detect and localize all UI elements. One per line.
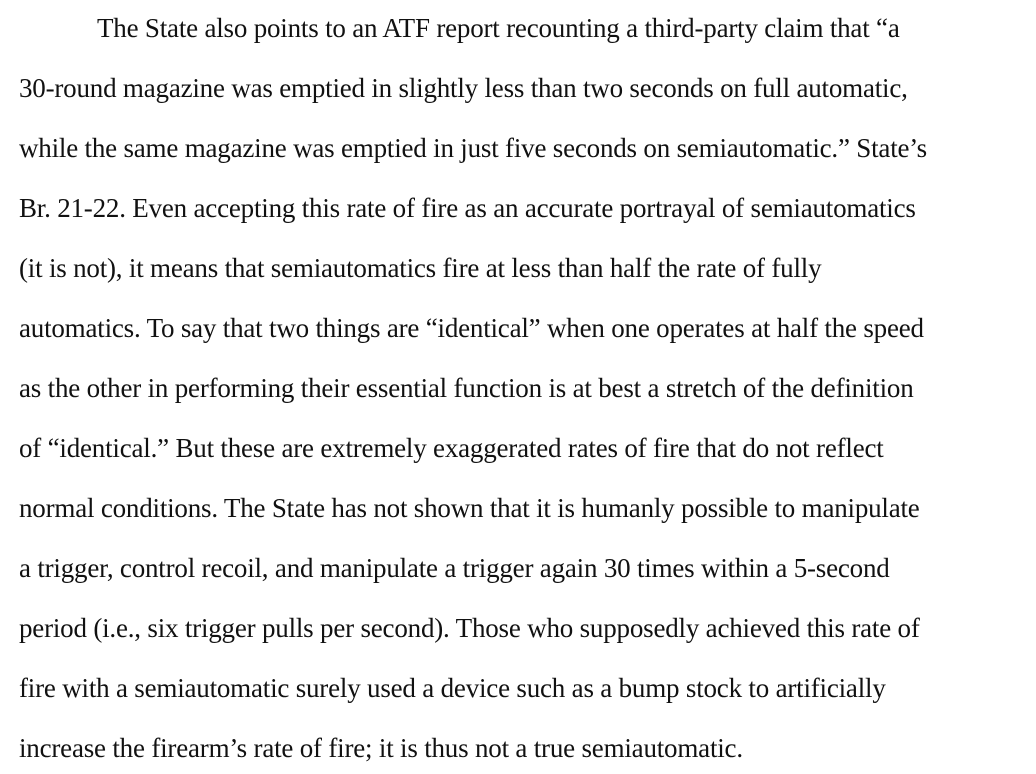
text-line: fire with a semiautomatic surely used a device such as a bump stock to artificially [19,673,886,703]
text-line: The State also points to an ATF report recounting a third-party claim that “a [97,13,900,43]
text-line: 30-round magazine was emptied in slightly less than two seconds on full automatic, [19,73,908,103]
text-line: Br. 21-22. Even accepting this rate of fire as an accurate portrayal of semiautomatics [19,193,916,223]
text-line: increase the firearm’s rate of fire; it is thus not a true semiautomatic. [19,733,743,763]
text-line: as the other in performing their essential function is at best a stretch of the definition [19,373,914,403]
text-line: a trigger, control recoil, and manipulate a trigger again 30 times within a 5-second [19,553,890,583]
text-line: while the same magazine was emptied in just five seconds on semiautomatic.” State’s [19,133,927,163]
text-line: automatics. To say that two things are “identical” when one operates at half the speed [19,313,924,343]
text-line: (it is not), it means that semiautomatics fire at less than half the rate of fully [19,253,822,283]
text-line: normal conditions. The State has not shown that it is humanly possible to manipulate [19,493,920,523]
text-line: of “identical.” But these are extremely exaggerated rates of fire that do not reflect [19,433,884,463]
text-line: period (i.e., six trigger pulls per second). Those who supposedly achieved this rate of [19,613,920,643]
